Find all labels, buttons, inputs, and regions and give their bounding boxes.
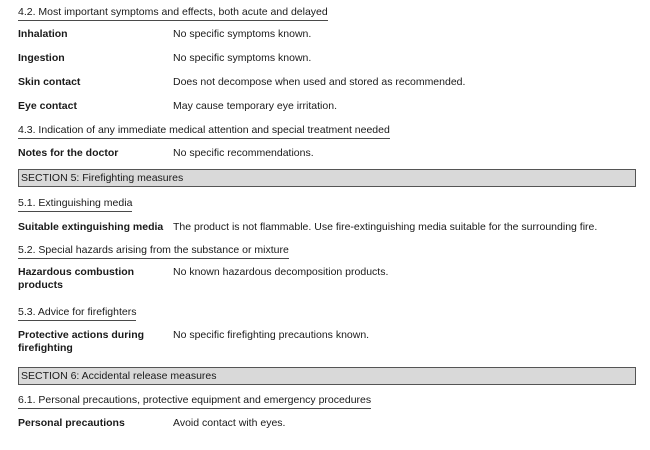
subsection-heading-4-3-text: 4.3. Indication of any immediate medical attention and special treatment needed (18, 124, 390, 139)
subsection-heading-5-1 (18, 197, 132, 212)
subsection-heading-4-3 (18, 124, 390, 139)
row-label: Hazardous combustion products (18, 266, 135, 291)
subsection-heading-5-1-text: 5.1. Extinguishing media (18, 197, 132, 212)
row-label: Skin contact (18, 76, 81, 88)
row-value: No known hazardous decomposition products. (173, 266, 389, 278)
row-value: No specific firefighting precautions known. (173, 329, 370, 341)
row-label: Suitable extinguishing media (18, 221, 164, 233)
section-6-header (18, 367, 636, 385)
row-value: May cause temporary eye irritation. (173, 100, 337, 112)
row-value: The product is not flammable. Use fire-extinguishing media suitable for the surrounding fire. (173, 221, 598, 233)
subsection-heading-4-2 (18, 6, 328, 21)
row-label: Ingestion (18, 52, 65, 64)
subsection-heading-5-2-text: 5.2. Special hazards arising from the substance or mixture (18, 244, 289, 259)
section-5-header (18, 169, 636, 187)
row-label: Inhalation (18, 28, 68, 40)
subsection-heading-5-2 (18, 244, 289, 259)
row-label: Personal precautions (18, 417, 125, 429)
row-value: No specific symptoms known. (173, 52, 312, 64)
section-6-title: SECTION 6: Accidental release measures (21, 370, 217, 382)
subsection-heading-4-2-text: 4.2. Most important symptoms and effects, both acute and delayed (18, 6, 328, 21)
row-label: Protective actions during firefighting (18, 329, 145, 354)
row-label: Eye contact (18, 100, 77, 112)
row-value: No specific recommendations. (173, 147, 314, 159)
subsection-heading-5-3-text: 5.3. Advice for firefighters (18, 306, 136, 321)
subsection-heading-6-1 (18, 394, 371, 409)
row-value: No specific symptoms known. (173, 28, 312, 40)
row-value: Does not decompose when used and stored as recommended. (173, 76, 466, 88)
subsection-heading-6-1-text: 6.1. Personal precautions, protective equipment and emergency procedures (18, 394, 371, 409)
row-label: Notes for the doctor (18, 147, 119, 159)
subsection-heading-5-3 (18, 306, 136, 321)
row-value: Avoid contact with eyes. (173, 417, 286, 429)
section-5-title: SECTION 5: Firefighting measures (21, 172, 184, 184)
